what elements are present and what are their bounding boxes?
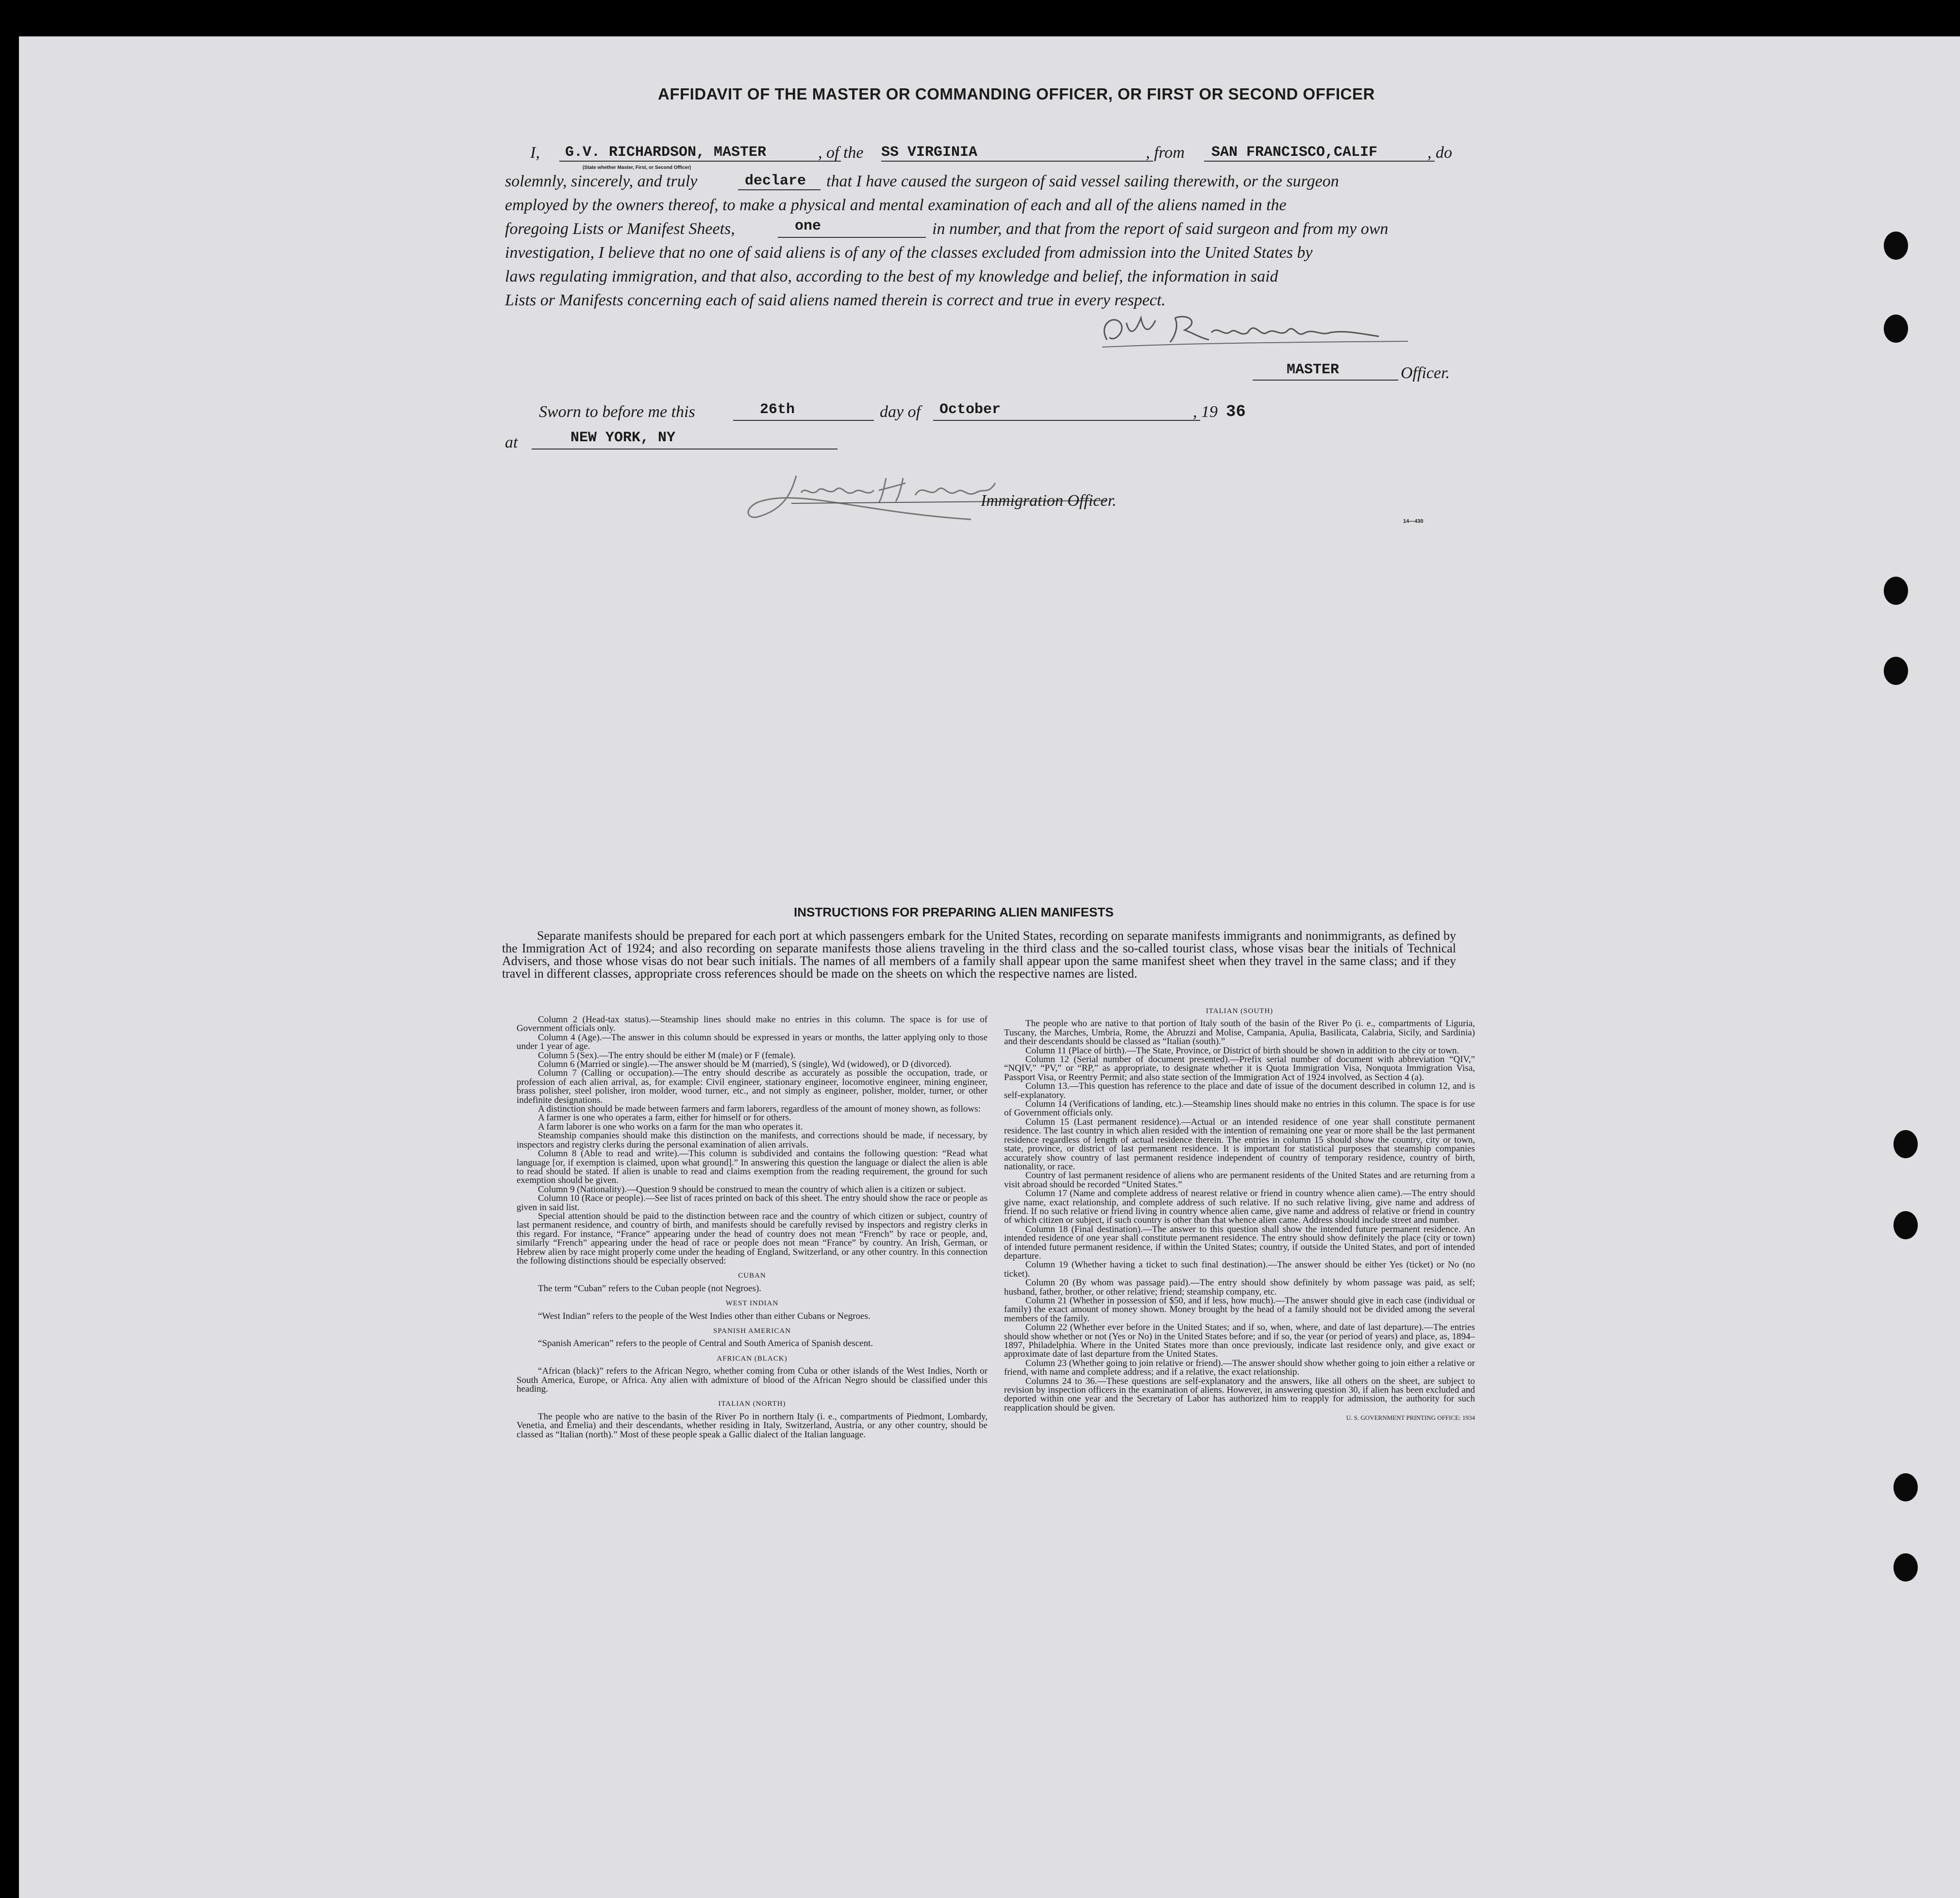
section-heading-cuban: CUBAN [738,1272,766,1280]
officer-rank: MASTER [1287,362,1340,378]
section-heading-spanish-american: SPANISH AMERICAN [713,1327,791,1335]
right-paragraph: Column 19 (Whether having a ticket to such final destination).—The answer should be either Yes (ticket) or No (no ticket). [1004,1260,1475,1279]
italian-north-text: The people who are native to the basin of the River Po in northern Italy (i. e., compartments of Piedmont, Lombardy, Venetia, and Emelia) and their descendants, whether residing in Italy, Switzerland, Austria, or any other country, should be classed as “Italian (north).” Most of these people speak a Gallic dialect of the Italian language. [517,1411,988,1440]
name-underline [559,161,841,162]
punch-hole [1893,1211,1918,1239]
affidavit-line-7: Lists or Manifests concerning each of said aliens named therein is correct and true in every respect. [505,291,1166,309]
instructions-left-column [517,1016,988,1439]
vessel-name: SS VIRGINIA [881,144,978,161]
spanish-american-text: “Spanish American” refers to the people of Central and South America of Spanish descent. [538,1338,873,1349]
master-name: G.V. RICHARDSON, MASTER [565,144,767,161]
right-paragraph: Column 14 (Verifications of landing, etc.).—Steamship lines should make no entries in this column. The space is for use of Government officials only. [1004,1099,1475,1118]
line1-do: , do [1427,144,1452,162]
right-paragraph: Column 22 (Whether ever before in the United States; and if so, when, where, and date of last departure).—The entries should show whether or not (Yes or No) in the United States before; and if so, the year (or period of years) and place, as, 1894–1897, Philadelphia. Where in the United States more than once previously, indicate last residence only, and give exact or approximate date of last departure from the United States. [1004,1322,1475,1360]
affidavit-line-3: employed by the owners thereof, to make a physical and mental examination of each and all of the aliens named in the [505,196,1287,214]
port-underline [1204,161,1435,162]
left-paragraph: A distinction should be made between farmers and farm laborers, regardless of the amount of money shown, as follows: [538,1104,981,1115]
line4-pre: foregoing Lists or Manifest Sheets, [505,220,735,238]
line1-from: , from [1146,144,1185,162]
right-paragraph: Column 18 (Final destination).—The answer to this question shall show the intended future permanent residence. An intended residence of one year shall constitute permanent residence. The entry should show definitely the place (city or town) of intended future permanent residence, if within the United States; country, if outside the United States, and port of intended departure. [1004,1224,1475,1261]
punch-hole [1893,1553,1918,1582]
count-underline [778,237,926,238]
right-paragraph: Column 12 (Serial number of document presented).—Prefix serial number of document with abbreviation “QIV,” “NQIV,” “PV,” or “RP,” as appropriate, to designate whether it is Quota Immigration Visa, Nonquota Immigration Visa, Passport Visa, or Reentry Permit; and also state section of the Immigration Act of 1924 involved, as Section 4 (a). [1004,1054,1475,1082]
left-paragraph: Special attention should be paid to the distinction between race and the country of which citizen or subject, country of last permanent residence, and country of birth, and manifests should be carefully revised by inspectors and registry clerks in this regard. For instance, “France” appearing under the head of country does not mean “French” by race or people, and, similarly “French” appearing under the head of race or people does not mean “France” by country. An Irish, German, or Hebrew alien by race might properly come under the heading of England, Switzerland, or any other country. In this connection the following distinctions should be especially observed: [517,1211,988,1266]
title-note: (State whether Master, First, or Second Officer) [583,165,691,170]
line4-post: in number, and that from the report of said surgeon and from my own [932,220,1389,238]
form-number: 14—430 [1403,518,1424,524]
left-paragraph: Column 2 (Head-tax status).—Steamship lines should make no entries in this column. The space is for use of Government officials only. [517,1015,988,1034]
line1-pre: I, [530,144,540,162]
vessel-underline [881,161,1153,162]
right-paragraph: Column 20 (By whom was passage paid).—The entry should show definitely by whom passage was paid, as self; husband, father, brother, or other relative; friend; steamship company, etc. [1004,1278,1475,1297]
cuban-text: The term “Cuban” refers to the Cuban people (not Negroes). [538,1283,762,1294]
affidavit-line-6: laws regulating immigration, and that also, according to the best of my knowledge and belief, the information in said [505,267,1278,285]
instructions-right-column [1004,1007,1475,1423]
punch-hole [1893,1473,1918,1501]
day-underline [733,420,874,421]
affidavit-title: AFFIDAVIT OF THE MASTER OR COMMANDING OFFICER, OR FIRST OR SECOND OFFICER [658,85,1375,103]
port-name: SAN FRANCISCO,CALIF [1211,144,1378,161]
declare-underline [738,189,821,190]
african-text: “African (black)” refers to the African Negro, whether coming from Cuba or other islands of the West Indies, North or South America, Europe, or Africa. Any alien with admixture of blood of the African Negro should be classified under this heading. [517,1366,988,1395]
line1-of-the: , of the [818,144,864,162]
section-heading-italian-north: ITALIAN (NORTH) [718,1400,786,1408]
left-paragraph: Column 10 (Race or people).—See list of races printed on back of this sheet. The entry should show the race or people as given in said list. [517,1193,988,1213]
sworn-year: 36 [1226,403,1246,421]
right-paragraph: Column 17 (Name and complete address of nearest relative or friend in country whence alien came).—The entry should give name, exact relationship, and complete address of such relative. If no such relative living, give name and address of friend. If no such relative or friend living in country whence alien came, give name and address of relative or friend in country of which citizen or subject, if such country is other than that whence alien came. Address should include street and number. [1004,1188,1475,1226]
punch-hole [1884,657,1908,685]
sworn-year-pre: , 19 [1193,403,1218,421]
declare-word: declare [745,173,806,189]
section-heading-italian-south: ITALIAN (SOUTH) [1206,1007,1273,1015]
sworn-day: 26th [760,401,795,418]
left-paragraph: Column 4 (Age).—The answer in this column should be expressed in years or months, the latter applying only to those under 1 year of age. [517,1032,988,1052]
left-paragraph: Column 5 (Sex).—The entry should be either M (male) or F (female). [538,1050,796,1061]
right-paragraph: Column 11 (Place of birth).—The State, Province, or District of birth should be shown in addition to the city or town. [1025,1045,1459,1056]
sworn-place: NEW YORK, NY [570,430,676,446]
right-paragraph: Column 13.—This question has reference to the place and date of issue of the document described in column 12, and is self-explanatory. [1004,1081,1475,1100]
left-paragraph: Column 9 (Nationality).—Question 9 should be construed to mean the country of which alien is a citizen or subject. [538,1184,966,1195]
right-paragraph: The people who are native to that portion of Italy south of the basin of the River Po (i. e., compartments of Liguria, Tuscany, the Marches, Umbria, Rome, the Abruzzi and Molise, Campania, Apulia, Basilicata, Calabria, Sicily, and Sardinia) and their descendants should be classed as “Italian (south).” [1004,1018,1475,1047]
punch-hole [1893,1130,1918,1158]
at-label: at [505,433,518,451]
master-signature [1088,303,1427,352]
instructions-title: INSTRUCTIONS FOR PREPARING ALIEN MANIFESTS [794,905,1114,919]
officer-label: Officer. [1401,364,1450,382]
sworn-day-of: day of [880,403,921,421]
alien-count: one [795,218,821,234]
punch-hole [1884,315,1908,343]
line2-pre: solemnly, sincerely, and truly [505,172,698,190]
left-paragraph: Column 7 (Calling or occupation).—The entry should describe as accurately as possible the occupation, trade, or profession of each alien arrival, as, for example: Civil engineer, stationary engineer, locomotive engineer, mining engineer, brass polisher, steel polisher, iron molder, wood turner, etc., and not simply as engineer, polisher, molder, turner, or other indefinite designations. [517,1068,988,1105]
right-paragraph: Country of last permanent residence of aliens who are permanent residents of the United States and are returning from a visit abroad should be recorded “United States.” [1004,1170,1475,1190]
immigration-officer-label: Immigration Officer. [981,492,1117,510]
right-paragraph: Columns 24 to 36.—These questions are self-explanatory and the answers, like all others on the sheet, are subject to revision by inspection officers in the examination of aliens. However, in answering question 30, if alien has been excluded and deported within one year and the Secretary of Labor has authorized him to reapply for admission, the authority for such reapplication should be given. [1004,1376,1475,1413]
left-paragraph: Steamship companies should make this distinction on the manifests, and corrections should be made, if necessary, by inspectors and registry clerks during the personal examination of alien arrivals. [517,1131,988,1150]
right-paragraph: Column 23 (Whether going to join relative or friend).—The answer should show whether going to join either a relative or friend, with name and complete address; and if a relative, the exact relationship. [1004,1358,1475,1378]
month-underline [933,420,1200,421]
section-heading-west-indian: WEST INDIAN [725,1299,779,1308]
left-paragraph: A farmer is one who operates a farm, either for himself or for others. [538,1113,791,1123]
left-paragraph: Column 6 (Married or single).—The answer should be M (married), S (single), Wd (widowed), or D (divorced). [538,1059,952,1070]
right-paragraph: Column 21 (Whether in possession of $50, and if less, how much).—The answer should give in each case (individual or family) the exact amount of money shown. Money brought by the head of a family should not be divided among the several members of the family. [1004,1296,1475,1324]
printer-note: U. S. GOVERNMENT PRINTING OFFICE: 1934 [1346,1414,1475,1422]
sworn-pre: Sworn to before me this [539,403,695,421]
left-paragraph: A farm laborer is one who works on a farm for the man who operates it. [538,1121,803,1132]
line2-post: that I have caused the surgeon of said vessel sailing therewith, or the surgeon [826,172,1339,190]
left-paragraph: Column 8 (Able to read and write).—This column is subdivided and contains the following question: “Read what language [or, if exemption is claimed, upon what ground].” In answering this question the language or dialect the alien is able to read should be stated. If alien is unable to read and claims exemption from the reading requirement, the ground for such exemption should be given. [517,1149,988,1186]
punch-hole [1884,577,1908,605]
instructions-intro: Separate manifests should be prepared for each port at which passengers embark for the United States, recording on separate manifests immigrants and nonimmigrants, as defined by the Immigration Act of 1924; and also recording on separate manifests those aliens traveling in the third class and the so-called tourist class, whose visas bear the initials of Technical Advisers, and those whose visas do not bear such initials. The names of all members of a family shall appear upon the same manifest sheet when they travel in the same class; and if they travel in different classes, appropriate cross references should be made on the sheets on which the respective names are listed. [502,929,1456,981]
right-paragraph: Column 15 (Last permanent residence).—Actual or an intended residence of one year shall constitute permanent residence. The last country in which alien resided with the intention of remaining one year or more shall be the last permanent residence regardless of length of actual residence therein. The entries in column 15 should show the country, city or town, state, province, or district of last permanent residence. It is important for statistical purposes that steamship companies accurately show country of last permanent residence independent of country of temporary residence, country of birth, nationality, or race. [1004,1116,1475,1172]
sworn-month: October [939,401,1001,418]
affidavit-line-5: investigation, I believe that no one of said aliens is of any of the classes excluded from admission into the United States by [505,244,1313,262]
place-underline [532,449,838,450]
west-indian-text: “West Indian” refers to the people of the West Indies other than either Cubans or Negroes. [538,1311,871,1321]
punch-hole [1884,232,1908,260]
rank-underline [1253,380,1398,381]
section-heading-african: AFRICAN (BLACK) [717,1354,787,1363]
